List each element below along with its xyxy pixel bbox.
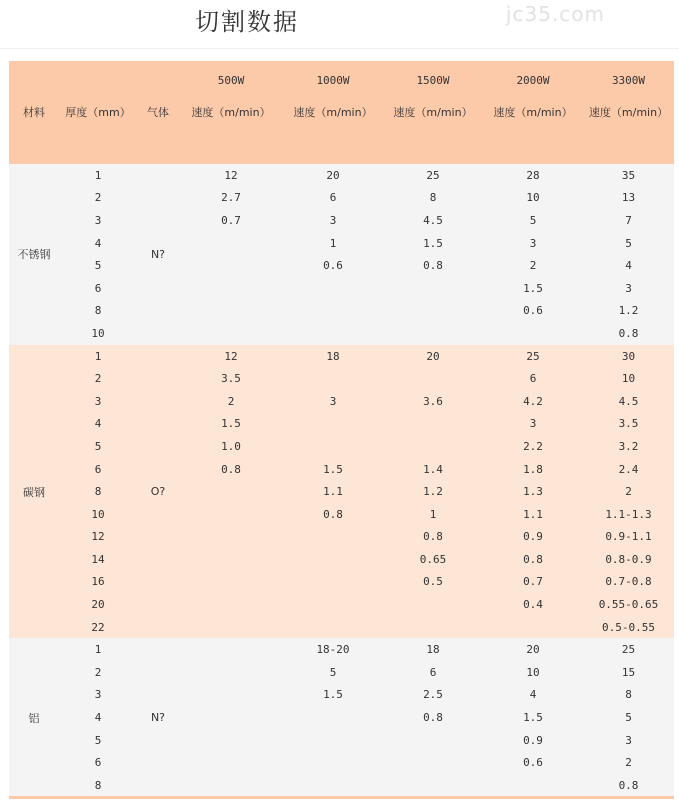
speed-cell: 1.5: [179, 413, 283, 436]
thickness-cell: 3: [59, 390, 137, 413]
speed-cell: [383, 277, 483, 300]
speed-cell: 3: [283, 209, 383, 232]
speed-cell: [179, 254, 283, 277]
speed-cell: [283, 526, 383, 549]
table-row: [9, 638, 674, 661]
speed-cell: 30: [583, 345, 674, 368]
speed-cell: 0.8: [383, 706, 483, 729]
speed-cell: [283, 413, 383, 436]
thickness-cell: 5: [59, 254, 137, 277]
table-row: [9, 390, 674, 413]
speed-cell: [179, 661, 283, 684]
speed-cell: 2: [179, 390, 283, 413]
speed-cell: 4: [583, 254, 674, 277]
speed-cell: [383, 774, 483, 797]
speed-cell: 0.9: [483, 729, 583, 752]
thickness-cell: 16: [59, 571, 137, 594]
table-row: [9, 277, 674, 300]
header-blank: [9, 61, 59, 87]
speed-cell: 28: [483, 164, 583, 187]
thickness-cell: 22: [59, 616, 137, 639]
speed-cell: [383, 616, 483, 639]
thickness-cell: 2: [59, 661, 137, 684]
thickness-cell: 8: [59, 300, 137, 323]
speed-header: 速度（m/min）: [583, 87, 674, 137]
speed-cell: 3: [483, 413, 583, 436]
speed-cell: [383, 413, 483, 436]
table-row: [9, 729, 674, 752]
power-header: 1500W: [383, 61, 483, 87]
speed-cell: 2.7: [179, 187, 283, 210]
speed-cell: 4.5: [583, 390, 674, 413]
speed-cell: 1.5: [483, 277, 583, 300]
thickness-cell: 6: [59, 458, 137, 481]
gas-cell: N?: [137, 638, 179, 796]
speed-cell: [283, 435, 383, 458]
speed-cell: 0.6: [483, 300, 583, 323]
table-row: [9, 164, 674, 187]
speed-cell: 18-20: [283, 638, 383, 661]
speed-cell: [283, 548, 383, 571]
speed-cell: 1.2: [583, 300, 674, 323]
speed-cell: 2: [483, 254, 583, 277]
speed-cell: 4: [483, 684, 583, 707]
thickness-cell: 1: [59, 638, 137, 661]
speed-cell: 3: [583, 277, 674, 300]
thickness-cell: 10: [59, 503, 137, 526]
speed-cell: 3: [483, 232, 583, 255]
speed-cell: 35: [583, 164, 674, 187]
speed-cell: 1: [283, 232, 383, 255]
table-row: [9, 548, 674, 571]
power-header: 2000W: [483, 61, 583, 87]
speed-cell: 8: [583, 684, 674, 707]
thickness-cell: 3: [59, 684, 137, 707]
speed-cell: 20: [483, 638, 583, 661]
speed-cell: [179, 751, 283, 774]
speed-cell: [283, 367, 383, 390]
speed-cell: 2.2: [483, 435, 583, 458]
speed-cell: 12: [179, 345, 283, 368]
speed-cell: 5: [583, 232, 674, 255]
speed-cell: [283, 593, 383, 616]
page-title: 切割数据: [195, 8, 299, 36]
table-row: [9, 661, 674, 684]
speed-cell: 0.8: [583, 322, 674, 345]
speed-cell: [283, 571, 383, 594]
speed-cell: [383, 751, 483, 774]
table-row: [9, 526, 674, 549]
thickness-cell: 20: [59, 593, 137, 616]
speed-cell: 1.3: [483, 480, 583, 503]
speed-cell: 8: [383, 187, 483, 210]
speed-cell: [179, 548, 283, 571]
speed-cell: 1.2: [383, 480, 483, 503]
speed-cell: 25: [583, 638, 674, 661]
speed-cell: 1.1: [283, 480, 383, 503]
speed-cell: [383, 729, 483, 752]
thickness-cell: 14: [59, 548, 137, 571]
thickness-cell: 3: [59, 209, 137, 232]
thickness-cell: 2: [59, 367, 137, 390]
speed-cell: [383, 322, 483, 345]
speed-cell: [283, 774, 383, 797]
speed-cell: [383, 593, 483, 616]
speed-cell: [283, 729, 383, 752]
thickness-cell: 4: [59, 706, 137, 729]
speed-cell: [179, 729, 283, 752]
group-stainless-steel: [9, 164, 674, 345]
speed-header: 速度（m/min）: [179, 87, 283, 137]
thickness-header: 厚度（mm）: [59, 87, 137, 137]
speed-cell: 3.6: [383, 390, 483, 413]
speed-cell: 20: [283, 164, 383, 187]
speed-cell: 5: [583, 706, 674, 729]
speed-cell: 4.2: [483, 390, 583, 413]
thickness-cell: 2: [59, 187, 137, 210]
speed-cell: 1: [383, 503, 483, 526]
speed-cell: 3.5: [583, 413, 674, 436]
table-row: [9, 458, 674, 481]
table-row: [9, 232, 674, 255]
speed-cell: 0.8: [583, 774, 674, 797]
speed-cell: 0.7: [483, 571, 583, 594]
speed-cell: 7: [583, 209, 674, 232]
table-row: [9, 751, 674, 774]
table-row: [9, 706, 674, 729]
table-row: [9, 571, 674, 594]
table-row: [9, 187, 674, 210]
speed-cell: [179, 503, 283, 526]
speed-cell: [179, 774, 283, 797]
table-header: [9, 61, 674, 164]
speed-cell: [179, 300, 283, 323]
speed-cell: 1.5: [283, 684, 383, 707]
speed-cell: 2.4: [583, 458, 674, 481]
speed-cell: [179, 706, 283, 729]
thickness-cell: 6: [59, 277, 137, 300]
speed-cell: [179, 638, 283, 661]
speed-cell: 6: [283, 187, 383, 210]
speed-cell: 1.5: [383, 232, 483, 255]
speed-cell: [179, 684, 283, 707]
speed-cell: 0.8: [383, 254, 483, 277]
speed-header: 速度（m/min）: [283, 87, 383, 137]
speed-cell: 2: [583, 751, 674, 774]
header-divider: [0, 48, 679, 49]
header-blank: [59, 61, 137, 87]
power-header: 3300W: [583, 61, 674, 87]
power-header: 500W: [179, 61, 283, 87]
speed-cell: 10: [483, 187, 583, 210]
material-header: 材料: [9, 87, 59, 137]
speed-cell: [383, 300, 483, 323]
header-spacer: [9, 137, 674, 164]
thickness-cell: 1: [59, 164, 137, 187]
speed-cell: 20: [383, 345, 483, 368]
gas-header: 气体: [137, 87, 179, 137]
speed-cell: 0.7-0.8: [583, 571, 674, 594]
group-carbon-steel: [9, 345, 674, 639]
speed-cell: [283, 277, 383, 300]
speed-cell: [283, 751, 383, 774]
speed-cell: 5: [483, 209, 583, 232]
thickness-cell: 8: [59, 480, 137, 503]
thickness-cell: 10: [59, 322, 137, 345]
speed-cell: [283, 300, 383, 323]
speed-cell: 1.5: [283, 458, 383, 481]
speed-cell: 0.8: [483, 548, 583, 571]
speed-cell: 1.4: [383, 458, 483, 481]
speed-cell: 0.8: [283, 503, 383, 526]
gas-cell: O?: [137, 345, 179, 639]
speed-cell: 1.1-1.3: [583, 503, 674, 526]
speed-cell: 3: [583, 729, 674, 752]
speed-cell: 18: [283, 345, 383, 368]
speed-cell: 0.4: [483, 593, 583, 616]
speed-cell: 0.8-0.9: [583, 548, 674, 571]
speed-cell: [179, 571, 283, 594]
thickness-cell: 4: [59, 232, 137, 255]
speed-cell: [179, 616, 283, 639]
thickness-cell: 1: [59, 345, 137, 368]
table-row: [9, 774, 674, 797]
speed-cell: [383, 367, 483, 390]
speed-cell: 1.1: [483, 503, 583, 526]
speed-cell: 10: [483, 661, 583, 684]
speed-cell: 6: [383, 661, 483, 684]
speed-cell: 2: [583, 480, 674, 503]
thickness-cell: 4: [59, 413, 137, 436]
cutting-data-table: [9, 61, 674, 797]
power-header: 1000W: [283, 61, 383, 87]
speed-cell: [179, 232, 283, 255]
thickness-cell: 8: [59, 774, 137, 797]
speed-cell: [179, 277, 283, 300]
speed-cell: [383, 435, 483, 458]
speed-cell: 25: [383, 164, 483, 187]
speed-cell: [283, 322, 383, 345]
material-cell: 碳钢: [9, 345, 59, 639]
table-row: [9, 254, 674, 277]
speed-cell: [179, 322, 283, 345]
speed-cell: 15: [583, 661, 674, 684]
speed-cell: [283, 616, 383, 639]
speed-cell: [179, 526, 283, 549]
table-row: [9, 684, 674, 707]
speed-cell: 1.8: [483, 458, 583, 481]
speed-cell: 0.7: [179, 209, 283, 232]
speed-cell: 2.5: [383, 684, 483, 707]
speed-cell: 0.55-0.65: [583, 593, 674, 616]
speed-cell: 3.5: [179, 367, 283, 390]
speed-cell: 0.9-1.1: [583, 526, 674, 549]
speed-cell: [179, 593, 283, 616]
thickness-cell: 12: [59, 526, 137, 549]
speed-cell: [283, 706, 383, 729]
thickness-cell: 6: [59, 751, 137, 774]
speed-cell: [483, 322, 583, 345]
table-row: [9, 616, 674, 639]
table-row: [9, 480, 674, 503]
speed-cell: 1.0: [179, 435, 283, 458]
speed-cell: 3: [283, 390, 383, 413]
speed-cell: 18: [383, 638, 483, 661]
speed-cell: 25: [483, 345, 583, 368]
speed-cell: 3.2: [583, 435, 674, 458]
speed-cell: 0.8: [383, 526, 483, 549]
speed-cell: [179, 480, 283, 503]
speed-cell: 0.8: [179, 458, 283, 481]
speed-cell: 5: [283, 661, 383, 684]
thickness-cell: 5: [59, 435, 137, 458]
speed-cell: 4.5: [383, 209, 483, 232]
label-row: [9, 87, 674, 137]
thickness-cell: 5: [59, 729, 137, 752]
table-row: [9, 345, 674, 368]
table-row: [9, 435, 674, 458]
speed-cell: 13: [583, 187, 674, 210]
table-row: [9, 593, 674, 616]
group-aluminum: [9, 638, 674, 796]
speed-cell: 0.6: [283, 254, 383, 277]
table-bottom-border: [9, 796, 674, 799]
table-row: [9, 209, 674, 232]
material-cell: 铝: [9, 638, 59, 796]
speed-cell: 0.5: [383, 571, 483, 594]
speed-cell: 0.5-0.55: [583, 616, 674, 639]
speed-cell: 1.5: [483, 706, 583, 729]
power-row: [9, 61, 674, 87]
gas-cell: N?: [137, 164, 179, 345]
watermark: jc35.com: [505, 2, 605, 26]
speed-header: 速度（m/min）: [383, 87, 483, 137]
table-row: [9, 413, 674, 436]
speed-cell: 0.6: [483, 751, 583, 774]
speed-cell: 10: [583, 367, 674, 390]
speed-cell: 0.9: [483, 526, 583, 549]
table-row: [9, 367, 674, 390]
table-row: [9, 300, 674, 323]
speed-cell: 6: [483, 367, 583, 390]
header-blank: [137, 61, 179, 87]
table-row: [9, 322, 674, 345]
speed-header: 速度（m/min）: [483, 87, 583, 137]
speed-cell: 0.65: [383, 548, 483, 571]
material-cell: 不锈钢: [9, 164, 59, 345]
speed-cell: [483, 774, 583, 797]
speed-cell: 12: [179, 164, 283, 187]
table-row: [9, 503, 674, 526]
speed-cell: [483, 616, 583, 639]
